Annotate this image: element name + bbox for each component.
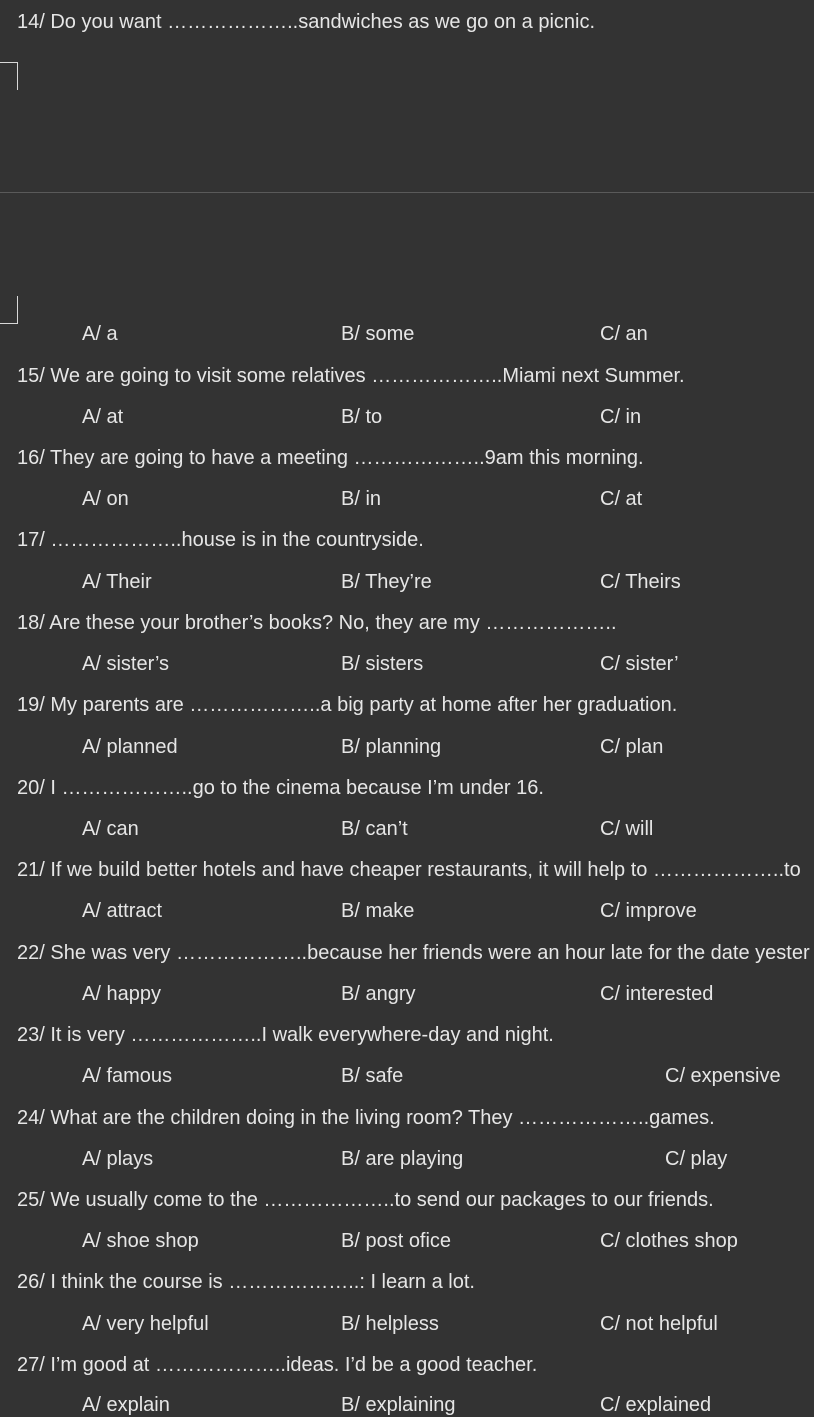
option-b: B/ safe — [341, 1065, 404, 1087]
option-c: C/ sister’ — [600, 653, 679, 675]
option-b: B/ post ofice — [341, 1230, 452, 1252]
option-b: B/ are playing — [341, 1148, 464, 1170]
question-18: 18/ Are these your brother’s books? No, they are my ……………….. — [17, 612, 617, 634]
option-b: B/ helpless — [341, 1313, 439, 1335]
option-c: C/ play — [665, 1148, 728, 1170]
option-a: A/ can — [82, 818, 139, 840]
option-c: C/ improve — [600, 900, 697, 922]
option-b: B/ They’re — [341, 571, 432, 593]
option-a: A/ at — [82, 406, 124, 428]
question-17: 17/ ………………..house is in the countryside. — [17, 529, 424, 551]
option-c: C/ clothes shop — [600, 1230, 738, 1252]
option-c: C/ expensive — [665, 1065, 781, 1087]
option-a: A/ happy — [82, 983, 161, 1005]
page-divider — [0, 192, 814, 193]
option-c: C/ plan — [600, 736, 664, 758]
option-c: C/ explained — [600, 1394, 712, 1416]
page-corner-mark-top — [0, 62, 18, 90]
option-a: A/ Their — [82, 571, 152, 593]
option-b: B/ can’t — [341, 818, 408, 840]
option-c: C/ not helpful — [600, 1313, 718, 1335]
option-b: B/ some — [341, 323, 415, 345]
page-corner-mark-bottom — [0, 296, 18, 324]
option-a: A/ sister’s — [82, 653, 170, 675]
option-a: A/ plays — [82, 1148, 154, 1170]
option-a: A/ very helpful — [82, 1313, 209, 1335]
question-26: 26/ I think the course is ………………..: I learn a lot. — [17, 1271, 475, 1293]
option-a: A/ attract — [82, 900, 163, 922]
question-20: 20/ I ………………..go to the cinema because I’m under 16. — [17, 777, 544, 799]
option-c: C/ will — [600, 818, 654, 840]
option-a: A/ famous — [82, 1065, 173, 1087]
question-14: 14/ Do you want ………………..sandwiches as we go on a picnic. — [17, 11, 596, 33]
option-b: B/ explaining — [341, 1394, 456, 1416]
option-b: B/ make — [341, 900, 415, 922]
question-21: 21/ If we build better hotels and have cheaper restaurants, it will help to ………………..to — [17, 859, 801, 881]
question-27: 27/ I’m good at ………………..ideas. I’d be a good teacher. — [17, 1354, 538, 1376]
question-25: 25/ We usually come to the ………………..to send our packages to our friends. — [17, 1189, 714, 1211]
option-b: B/ to — [341, 406, 383, 428]
question-16: 16/ They are going to have a meeting ………………..9am this morning. — [17, 447, 644, 469]
option-c: C/ interested — [600, 983, 714, 1005]
option-c: C/ in — [600, 406, 642, 428]
option-a: A/ explain — [82, 1394, 170, 1416]
option-c: C/ at — [600, 488, 643, 510]
option-b: B/ in — [341, 488, 382, 510]
option-b: B/ planning — [341, 736, 442, 758]
option-a: A/ on — [82, 488, 129, 510]
option-a: A/ a — [82, 323, 118, 345]
option-c: C/ an — [600, 323, 648, 345]
question-24: 24/ What are the children doing in the living room? They ………………..games. — [17, 1107, 715, 1129]
question-19: 19/ My parents are ………………..a big party at home after her graduation. — [17, 694, 678, 716]
option-c: C/ Theirs — [600, 571, 681, 593]
option-b: B/ angry — [341, 983, 416, 1005]
question-23: 23/ It is very ………………..I walk everywhere-day and night. — [17, 1024, 554, 1046]
option-a: A/ planned — [82, 736, 178, 758]
option-a: A/ shoe shop — [82, 1230, 199, 1252]
question-15: 15/ We are going to visit some relatives ………………..Miami next Summer. — [17, 365, 685, 387]
option-b: B/ sisters — [341, 653, 424, 675]
question-22: 22/ She was very ………………..because her friends were an hour late for the date yester — [17, 942, 810, 964]
